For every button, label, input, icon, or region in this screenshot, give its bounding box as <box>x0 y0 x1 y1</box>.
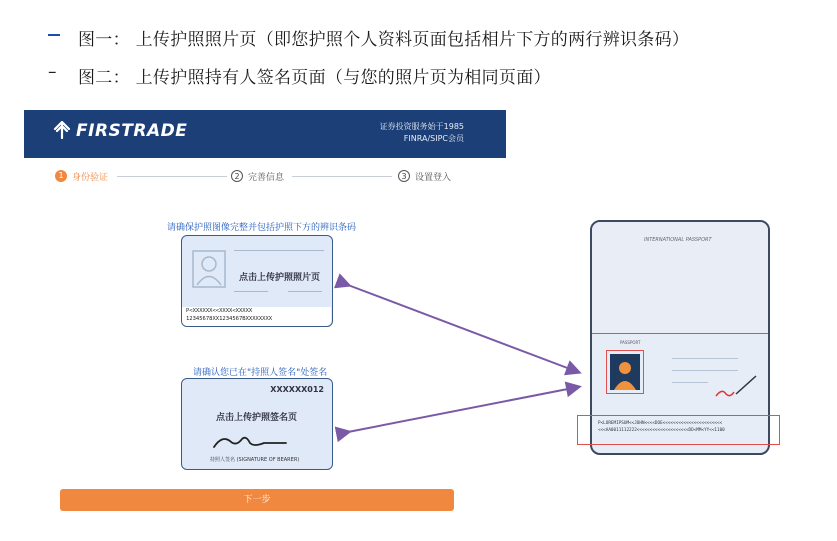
mrz-line-2: 12345678XX1234567BXXXXXXXX <box>186 316 273 322</box>
passport-small-label: PASSPORT <box>620 340 641 345</box>
passport-photo <box>610 354 640 390</box>
passport-mrz-line-1: P<LOREMIPSUM<<JOHN<<<<DOE<<<<<<<<<<<<<<<<<<<<<<< <box>598 421 723 426</box>
tagline-line-1: 证券投资服务始于1985 <box>379 122 464 131</box>
next-button[interactable]: 下一步 <box>60 489 454 511</box>
passport-code: XXXXXX012 <box>270 385 324 394</box>
step-3-badge: 3 <box>398 170 410 182</box>
step-2-badge: 2 <box>231 170 243 182</box>
step-2-label: 完善信息 <box>248 173 285 183</box>
mrz-line-1: P<XXXXXX<<XXXX<XXXXX <box>186 308 253 314</box>
passport-mrz-line-2: <<<AA0011112222<<<<<<<<<<<<<<<<<<<<DD<MM<YY<<1100 <box>598 428 725 433</box>
signature-bearer-label: 持照人签名 (SIGNATURE OF BEARER) <box>210 457 300 463</box>
sign-card-caption: 请确认您已在"持照人签名"处签名 <box>193 368 328 378</box>
placeholder-line <box>672 370 738 371</box>
tagline-line-2: FINRA/SIPC会员 <box>403 134 464 143</box>
pen-signature-icon <box>712 372 762 404</box>
brand-logo[interactable]: FIRSTRADE <box>76 121 188 141</box>
step-1-label: 身份验证 <box>72 173 109 183</box>
upload-signature-label: 点击上传护照签名页 <box>216 413 298 423</box>
mrz-highlight <box>577 415 780 445</box>
instruction-line-2: 图二： 上传护照持有人签名页面（与您的照片页为相同页面） <box>78 68 551 88</box>
passport-fold <box>592 333 768 334</box>
person-photo-icon <box>610 354 640 390</box>
step-3-label: 设置登入 <box>415 173 452 183</box>
arrow-to-photo-page <box>348 285 578 372</box>
photo-card-caption: 请确保护照图像完整并包括护照下方的辨识条码 <box>167 223 357 233</box>
placeholder-line <box>672 382 708 383</box>
arrow-to-signature-page <box>348 387 578 432</box>
bullet-2: – <box>48 62 57 82</box>
upload-photo-label: 点击上传护照照片页 <box>239 273 321 283</box>
passport-title: INTERNATIONAL PASSPORT <box>644 237 712 243</box>
instruction-line-1: 图一： 上传护照照片页（即您护照个人资料页面包括相片下方的两行辨识条码） <box>78 30 690 50</box>
step-1-badge: 1 <box>55 170 67 182</box>
placeholder-line <box>672 358 738 359</box>
